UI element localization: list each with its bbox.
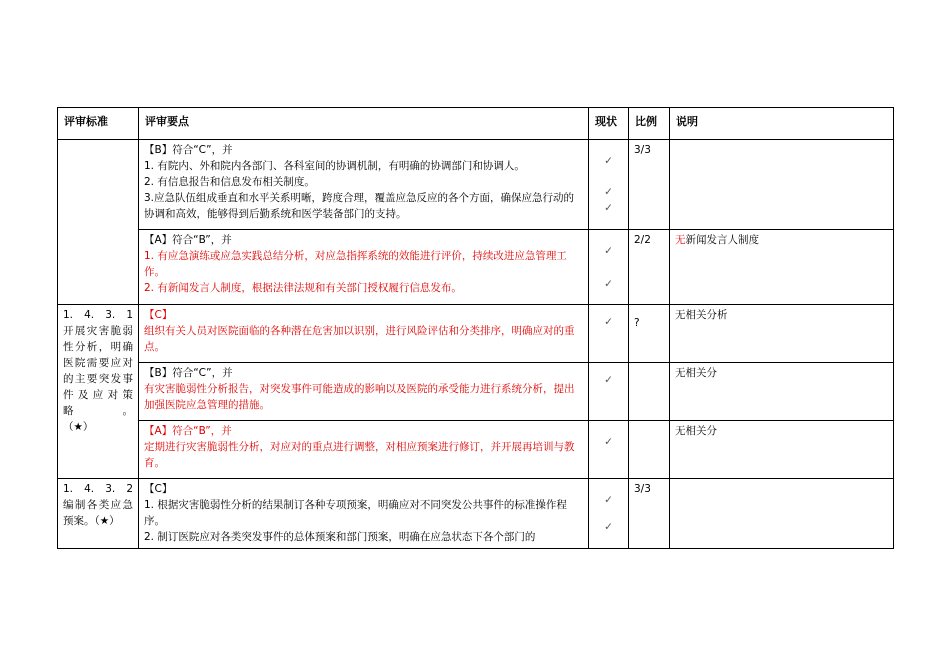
checkmark-icon: ✓ bbox=[604, 186, 613, 198]
checkmark-icon: ✓ bbox=[604, 494, 613, 506]
points-heading: 【C】 bbox=[144, 309, 173, 321]
table-row bbox=[58, 421, 894, 479]
points-cell bbox=[139, 305, 589, 363]
header-points: 评审要点 bbox=[139, 108, 589, 140]
criteria-text: 编制各类应急预案。（★） bbox=[63, 499, 133, 527]
note-cell: 无相关分 bbox=[670, 421, 894, 479]
note-cell bbox=[670, 230, 894, 305]
status-cell bbox=[589, 305, 629, 363]
checkmark-icon: ✓ bbox=[604, 202, 613, 214]
note-accent: 无 bbox=[675, 234, 686, 246]
status-cell bbox=[589, 140, 629, 230]
table-row bbox=[58, 479, 894, 549]
checkmark-icon: ✓ bbox=[604, 278, 613, 290]
status-cell bbox=[589, 479, 629, 549]
ratio-cell bbox=[629, 363, 670, 421]
points-cell bbox=[139, 230, 589, 305]
points-cell bbox=[139, 363, 589, 421]
table-row bbox=[58, 230, 894, 305]
points-heading: 【B】符合“C”，并 bbox=[144, 367, 233, 379]
checkmark-icon: ✓ bbox=[604, 155, 613, 167]
review-table bbox=[57, 107, 894, 549]
header-ratio: 比例 bbox=[629, 108, 670, 140]
header-criteria: 评审标准 bbox=[58, 108, 139, 140]
point-item: 1. 根据灾害脆弱性分析的结果制订各种专项预案，明确应对不同突发公共事件的标准操作程序。 bbox=[144, 499, 567, 527]
checkmark-icon: ✓ bbox=[604, 245, 613, 257]
criteria-cell-empty bbox=[58, 140, 139, 305]
checkmark-icon: ✓ bbox=[604, 436, 613, 448]
ratio-cell: ? bbox=[629, 305, 670, 363]
table-row bbox=[58, 305, 894, 363]
points-heading: 【A】符合“B”，并 bbox=[144, 234, 232, 246]
note-cell bbox=[670, 479, 894, 549]
point-item: 定期进行灾害脆弱性分析，对应对的重点进行调整，对相应预案进行修订，并开展再培训与教育。 bbox=[144, 441, 575, 469]
criteria-text: 开展灾害脆弱性分析，明确医院需要应对的主要突发事件及应对策略。 bbox=[63, 325, 133, 417]
criteria-code: 1. 4. 3. 1 bbox=[63, 309, 133, 321]
note-cell: 无相关分 bbox=[670, 363, 894, 421]
criteria-star: （★） bbox=[63, 421, 94, 433]
point-item: 2. 有信息报告和信息发布相关制度。 bbox=[144, 176, 315, 188]
ratio-cell: 2/2 bbox=[629, 230, 670, 305]
status-cell bbox=[589, 421, 629, 479]
checkmark-icon: ✓ bbox=[604, 374, 613, 386]
points-cell bbox=[139, 421, 589, 479]
note-cell bbox=[670, 140, 894, 230]
header-status: 现状 bbox=[589, 108, 629, 140]
points-heading: 【C】 bbox=[144, 483, 173, 495]
points-heading: 【A】符合“B”，并 bbox=[144, 425, 232, 437]
ratio-cell bbox=[629, 421, 670, 479]
point-item: 2. 制订医院应对各类突发事件的总体预案和部门预案，明确在应急状态下各个部门的 bbox=[144, 531, 536, 543]
criteria-cell bbox=[58, 305, 139, 479]
status-cell bbox=[589, 230, 629, 305]
point-item: 1. 有应急演练或应急实践总结分析，对应急指挥系统的效能进行评价，持续改进应急管理工作。 bbox=[144, 250, 567, 278]
header-row bbox=[58, 108, 894, 140]
note-text: 新闻发言人制度 bbox=[685, 234, 759, 246]
table-row bbox=[58, 363, 894, 421]
point-item: 2. 有新闻发言人制度，根据法律法规和有关部门授权履行信息发布。 bbox=[144, 282, 462, 294]
header-note: 说明 bbox=[670, 108, 894, 140]
points-heading: 【B】符合“C”，并 bbox=[144, 144, 233, 156]
point-item: 有灾害脆弱性分析报告，对突发事件可能造成的影响以及医院的承受能力进行系统分析，提出加强医院应急管理的措施。 bbox=[144, 383, 575, 411]
points-cell bbox=[139, 479, 589, 549]
checkmark-icon: ✓ bbox=[604, 316, 613, 328]
point-item: 组织有关人员对医院面临的各种潜在危害加以识别，进行风险评估和分类排序，明确应对的重点。 bbox=[144, 325, 575, 353]
point-item: 3.应急队伍组成垂直和水平关系明晰，跨度合理，覆盖应急反应的各个方面，确保应急行动的协调和高效，能够得到后勤系统和医学装备部门的支持。 bbox=[144, 192, 575, 220]
note-cell: 无相关分析 bbox=[670, 305, 894, 363]
status-cell bbox=[589, 363, 629, 421]
ratio-cell: 3/3 bbox=[629, 479, 670, 549]
criteria-code: 1. 4. 3. 2 bbox=[63, 483, 133, 495]
table-row bbox=[58, 140, 894, 230]
checkmark-icon: ✓ bbox=[604, 521, 613, 533]
ratio-cell: 3/3 bbox=[629, 140, 670, 230]
criteria-cell bbox=[58, 479, 139, 549]
point-item: 1. 有院内、外和院内各部门、各科室间的协调机制，有明确的协调部门和协调人。 bbox=[144, 160, 525, 172]
points-cell bbox=[139, 140, 589, 230]
